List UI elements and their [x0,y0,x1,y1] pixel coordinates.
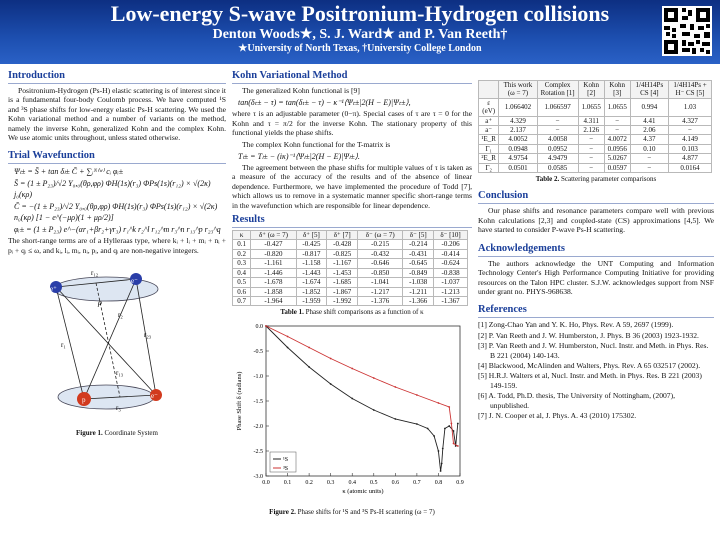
table1-cell: 0.7 [233,296,251,305]
table2-cell: − [604,116,630,125]
series-point-1 [416,423,418,425]
kohn-eq2: Tₗ± = Tₗ± − (iκ)⁻¹⟨Ψₗ±|2(H − E)|Ψₗ±⟩. [238,152,360,162]
series-point-1 [287,346,289,348]
y-tick-label: -1.0 [253,373,263,380]
table1-header-3: δ⁺ [7] [327,231,358,240]
table1-header-6: δ⁻ [10] [434,231,468,240]
series-point-2 [438,402,440,404]
table1-cell: -0.820 [251,249,296,258]
table2-cell: Γ₂ [479,163,499,172]
series-point-2 [287,335,289,337]
series-point-1 [438,450,440,452]
x-tick-label: 0.1 [283,479,292,486]
table2-cell: 4.877 [669,154,712,163]
table1-cell: -0.850 [358,268,403,277]
series-point-1 [457,422,459,424]
y-tick-label: -2.0 [253,423,263,430]
table1-cell: -1.858 [251,287,296,296]
table2-row [479,144,712,153]
table1-cell: -1.674 [296,278,327,287]
table1-row [233,240,468,249]
table2-header-5: 1/4H14Ps CS [4] [630,81,668,99]
refs-heading: References [478,304,714,318]
label-r3: r₃ [116,404,121,413]
table2-cell: 0.0597 [604,163,630,172]
trial-eq-s: S̄ = (1 ± P₂₃)/√2 Y₀,₀(θρ,φρ) ΦH(1s)(r₃) ΦPs(1s)(r₁₂) × √(2κ) j₀(κρ) [14,179,211,200]
table1-header-2: δ⁺ [5] [296,231,327,240]
table2-header-2: Complex Rotation [1] [537,81,578,99]
trial-text: The short-range terms are of a Hylleraas type, where kᵢ + lᵢ + mᵢ + nᵢ + pᵢ + qᵢ ≤ ω, and kᵢ, lᵢ, mᵢ, nᵢ, pᵢ, and qᵢ are non-negative integers. [8,236,226,255]
poster-title: Low-energy S-wave Positronium-Hydrogen collisions [110,1,610,26]
table2-header-6: 1/4H14Ps + H⁻ CS [5] [669,81,712,99]
table2-cell: 0.10 [630,144,668,153]
table2-cell: 0.0948 [499,144,537,153]
table2-cell: − [578,135,604,144]
table1-row [233,287,468,296]
reference-list [478,320,714,420]
table2-cell: 4.9479 [537,154,578,163]
column-left [8,66,226,441]
table2-row [479,98,712,116]
y-tick-label: -3.0 [253,473,263,480]
table1-cell: -1.964 [251,296,296,305]
table2-cell: 0.103 [669,144,712,153]
table1-cell: -0.431 [403,249,434,258]
y-axis-label: Phase Shift δ (radians) [236,371,243,431]
series-point-1 [330,383,332,385]
results-heading: Results [232,214,472,228]
table1-cell: -0.428 [327,240,358,249]
trial-heading: Trial Wavefunction [8,150,226,164]
label-e1: e⁺ [50,285,57,294]
table1-cell: -1.211 [403,287,434,296]
table2-row [479,126,712,135]
series-point-1 [427,427,429,429]
table1-cell: -0.414 [434,249,468,258]
table2-cell: 4.41 [630,116,668,125]
table2-cell: 2.126 [578,126,604,135]
label-r12: r₁₂ [91,269,99,278]
table2-cell: − [630,163,668,172]
ack-text: The authors acknowledge the UNT Computing and Information Technology Center's High Performance Computing Initiative for providing resources on the Talon HPC cluster. S.J.W. acknowledges support from NSF under grant no. PHYS-968638. [478,258,714,296]
label-r13: r₁₃ [116,369,124,378]
reference-item: [3] P. Van Reeth and J. W. Humberston, Nucl. Instr. and Meth. in Phys. Res. B 221 (2004) 140-143. [478,341,709,360]
table2-cell: 0.0164 [669,163,712,172]
table1-cell: -1.161 [251,259,296,268]
conclusion-heading: Conclusion [478,190,714,204]
figure-coordinate-system [36,257,196,427]
table2-cell: − [578,154,604,163]
table2-caption: Table 2. Scattering parameter comparisons [535,175,657,184]
table1-cell: 0.1 [233,240,251,249]
table2-cell: 4.327 [669,116,712,125]
table2-header-1: This work (ω = 7) [499,81,537,99]
poster-header [0,0,720,64]
figure2-caption: Figure 2. Phase shifts for ¹S and ³S Ps-H scattering (ω = 7) [269,507,435,516]
series-point-2 [373,377,375,379]
table1-cell: -1.041 [358,278,403,287]
table1-cell: 0.6 [233,287,251,296]
table2-header-3: Kohn [2] [578,81,604,99]
table1-cell: -1.367 [434,296,468,305]
x-tick-label: 0.5 [370,479,378,486]
table1-cell: -1.685 [327,278,358,287]
kohn-heading: Kohn Variational Method [232,70,472,84]
table1-caption: Table 1. Phase shift comparisons as a function of κ [280,308,424,317]
table2-cell: 4.0072 [604,135,630,144]
table2-row [479,163,712,172]
y-tick-label: -2.5 [253,448,263,455]
intro-heading: Introduction [8,70,226,84]
table2-cell: 1.066402 [499,98,537,116]
table1-cell: 0.3 [233,259,251,268]
series-point-2 [416,394,418,396]
x-tick-label: 0.3 [326,479,335,486]
table1-cell: -0.849 [403,268,434,277]
table1-cell: -1.446 [251,268,296,277]
table2-cell: 0.0952 [537,144,578,153]
table2-cell: 0.0501 [499,163,537,172]
table1-cell: -1.678 [251,278,296,287]
label-e3: e⁻ [151,392,158,401]
x-tick-label: 0.0 [262,479,270,486]
table1-cell: -1.443 [296,268,327,277]
table2-row [479,154,712,163]
table1-cell: -1.167 [327,259,358,268]
table1-cell: 0.4 [233,268,251,277]
series-point-1 [448,425,450,427]
table2-cell: 2.137 [499,126,537,135]
series-point-2 [308,346,310,348]
table2-cell: 4.37 [630,135,668,144]
reference-item: [1] Zong-Chao Yan and Y. K. Ho, Phys. Rev. A 59, 2697 (1999). [478,320,674,330]
table2-cell: 0.0956 [604,144,630,153]
table1-row [233,249,468,258]
table1-header-4: δ⁻ (ω = 7) [358,231,403,240]
series-point-1 [308,366,310,368]
table2-cell: 1.03 [669,98,712,116]
table1-cell: -0.825 [327,249,358,258]
series-point-2 [394,386,396,388]
y-tick-label: -1.5 [253,398,263,405]
x-tick-label: 0.7 [413,479,421,486]
poster-authors: Denton Woods★, S. J. Ward★ and P. Van Reeth† [212,27,508,42]
table2-cell: ε (eV) [479,98,499,116]
table1-cell: -1.376 [358,296,403,305]
series-point-1 [444,427,446,429]
series-point-1 [440,470,442,472]
table2-cell: − [604,126,630,135]
reference-item: [4] Blackwood, McAlinden and Walters, Phys. Rev. A 65 032517 (2002). [478,360,701,370]
table2-cell: − [630,154,668,163]
table1-cell: -0.646 [358,259,403,268]
table2-cell: 0.0585 [537,163,578,172]
table2-cell: ²E_R [479,154,499,163]
table2-cell: 4.0058 [537,135,578,144]
table1-cell: -0.838 [434,268,468,277]
x-tick-label: 0.6 [391,479,400,486]
legend-label: ³S [283,465,289,472]
label-r1: r₁ [61,341,66,350]
table2-cell: Γ₁ [479,144,499,153]
trial-eq-c: C̄ = −(1 ± P₂₃)/√2 Y₀,₀(θρ,φρ) ΦH(1s)(r₃) ΦPs(1s)(r₁₂) × √(2κ) n₀(κρ) [1 − e^(−μρ)(1 + μρ/2)] [14,202,218,223]
trial-eq-psi: Ψₗ± = S̄ + tan δₗ± C̄ + ∑ᵢᴺ⁽ʷ⁾ cᵢ φᵢ± [14,167,124,177]
table2-cell: ¹E_R [479,135,499,144]
table2-cell: − [537,126,578,135]
series-point-1 [394,418,396,420]
reference-item: [5] H.R.J. Walters et al, Nucl. Instr. and Meth. in Phys. Res. B 221 (2003) 149-159. [478,371,702,390]
table1-cell: -0.432 [358,249,403,258]
series-point-2 [453,442,455,444]
table2-row [479,135,712,144]
table1-cell: 0.2 [233,249,251,258]
table1-row [233,278,468,287]
label-e2: e⁻ [131,277,138,286]
table1-cell: -1.037 [434,278,468,287]
table2-cell: − [669,126,712,135]
reference-item: [7] J. N. Cooper et al, J. Phys. A. 43 (2010) 175302. [478,410,637,420]
table1-cell: 0.5 [233,278,251,287]
reference-item: [6] A. Todd, Ph.D. thesis, The University of Nottingham, (2007), unpublished. [478,391,676,410]
kohn-text3: The complex Kohn functional for the T-matrix is [242,139,391,149]
series-point-2 [265,325,267,327]
series-point-2 [450,422,452,424]
kohn-text4: The agreement between the phase shifts for multiple values of τ is taken as a measure of the accuracy of the results and of the absence of linear dependence. Furthermore, we have implemented the procedure of Todd [7], which allows us to remove in a systematic manner specific short-range terms in the wavefunction which are responsible for linear dependence. [232,163,472,210]
series-point-1 [433,435,435,437]
series-point-1 [441,462,443,464]
table2-row [479,116,712,125]
column-middle [232,66,472,519]
intro-text: Positronium-Hydrogen (Ps-H) elastic scattering is of interest since it is a fundamental four-body Coulomb process. We have computed ¹S and ³S phase shifts for low-energy elastic Ps-H scattering. We used the Kohn variational method and a number of variants on the method, namely the inverse Kohn, generalized Kohn and the complex Kohn. We use atomic units throughout, unless stated otherwise. [8,86,226,143]
table2-cell: − [578,144,604,153]
x-tick-label: 0.8 [434,479,443,486]
ack-heading: Acknowledgements [478,243,714,257]
label-r2: r₂ [118,311,123,320]
phase-shift-table [232,230,468,306]
table1-cell: -0.624 [434,259,468,268]
x-tick-label: 0.9 [456,479,464,486]
table1-row [233,268,468,277]
table2-cell: − [537,116,578,125]
table1-cell: -0.817 [296,249,327,258]
table1-cell: -0.425 [296,240,327,249]
x-axis-label: κ (atomic units) [342,487,384,495]
trial-eq-phi: φᵢ± = (1 ± P₂₃) e^−(αr₁+βr₂+γr₃) r₁^k r₂^l r₁₂^m r₃^n r₁₃^p r₂₃^q [14,225,221,235]
table1-cell: -1.158 [296,259,327,268]
table1-cell: -1.852 [296,287,327,296]
table1-cell: -0.214 [403,240,434,249]
kohn-text2: where τ is an adjustable parameter (0−π). Special cases of τ are τ = 0 for the Kohn and τ = π/2 for the inverse Kohn. The stationary property of this functional yields the phase shifts. [232,109,472,138]
scattering-parameter-table [478,80,712,173]
legend-label: ¹S [283,456,289,463]
table2-cell: a⁺ [479,116,499,125]
figure1-caption: Figure 1. Coordinate System [76,429,158,438]
table1-cell: -1.453 [327,268,358,277]
kohn-text1: The generalized Kohn functional is [9] [242,86,360,95]
y-tick-label: -0.5 [253,348,263,355]
table2-cell: 0.994 [630,98,668,116]
table1-cell: -1.959 [296,296,327,305]
table1-row [233,259,468,268]
table2-cell: 4.311 [578,116,604,125]
table1-header-5: δ⁻ [5] [403,231,434,240]
table1-header-0: κ [233,231,251,240]
series-point-2 [448,406,450,408]
table2-cell: 1.066597 [537,98,578,116]
poster-affiliations: ★University of North Texas, †University College London [238,43,482,54]
table1-cell: -1.992 [327,296,358,305]
table2-header-0 [479,81,499,99]
table1-cell: -1.366 [403,296,434,305]
table2-cell: 4.149 [669,135,712,144]
table1-cell: -0.206 [434,240,468,249]
table1-cell: -1.038 [403,278,434,287]
table2-cell: − [578,163,604,172]
series-point-1 [442,447,444,449]
table2-cell: 4.0052 [499,135,537,144]
label-p: p [82,396,86,405]
table1-cell: -1.867 [327,287,358,296]
table2-cell: 4.9754 [499,154,537,163]
table1-header-1: δ⁺ (ω = 7) [251,231,296,240]
x-tick-label: 0.4 [348,479,356,486]
phase-shift-chart [232,320,468,506]
reference-item: [2] P. Van Reeth and J. W. Humberston, J. Phys. B 36 (2003) 1923-1932. [478,330,699,340]
qr-code-icon [662,6,712,56]
table2-header-4: Kohn [3] [604,81,630,99]
y-tick-label: 0.0 [255,323,263,330]
table1-cell: -1.217 [358,287,403,296]
table2-cell: 1.0655 [604,98,630,116]
table2-cell: 5.0267 [604,154,630,163]
table2-cell: 1.0655 [578,98,604,116]
column-right [478,66,714,421]
series-point-1 [373,409,375,411]
table2-cell: a⁻ [479,126,499,135]
table1-cell: -1.213 [434,287,468,296]
kohn-eq1: tan(δₜ± − τ) = tan(δₜ± − τ) − κ⁻¹⟨Ψₜ±|2(H − E)|Ψₜ±⟩, [238,98,411,108]
table1-row [233,296,468,305]
series-point-2 [330,357,332,359]
series-point-2 [351,367,353,369]
table1-cell: -0.645 [403,259,434,268]
table2-cell: 2.06 [630,126,668,135]
label-rho: ρ [98,298,102,308]
table2-cell: 4.329 [499,116,537,125]
table1-cell: -0.427 [251,240,296,249]
series-point-2 [457,445,459,447]
conclusion-text: Our phase shifts and resonance parameters compare well with previous Kohn calculations [2,3] and coupled-state (CS) approximations [4,5]. We have started to consider P-wave Ps-H scattering. [478,206,714,235]
series-point-1 [351,397,353,399]
table1-cell: -0.215 [358,240,403,249]
x-tick-label: 0.2 [305,479,313,486]
series-point-1 [453,430,455,432]
label-r23: r₂₃ [144,331,152,340]
